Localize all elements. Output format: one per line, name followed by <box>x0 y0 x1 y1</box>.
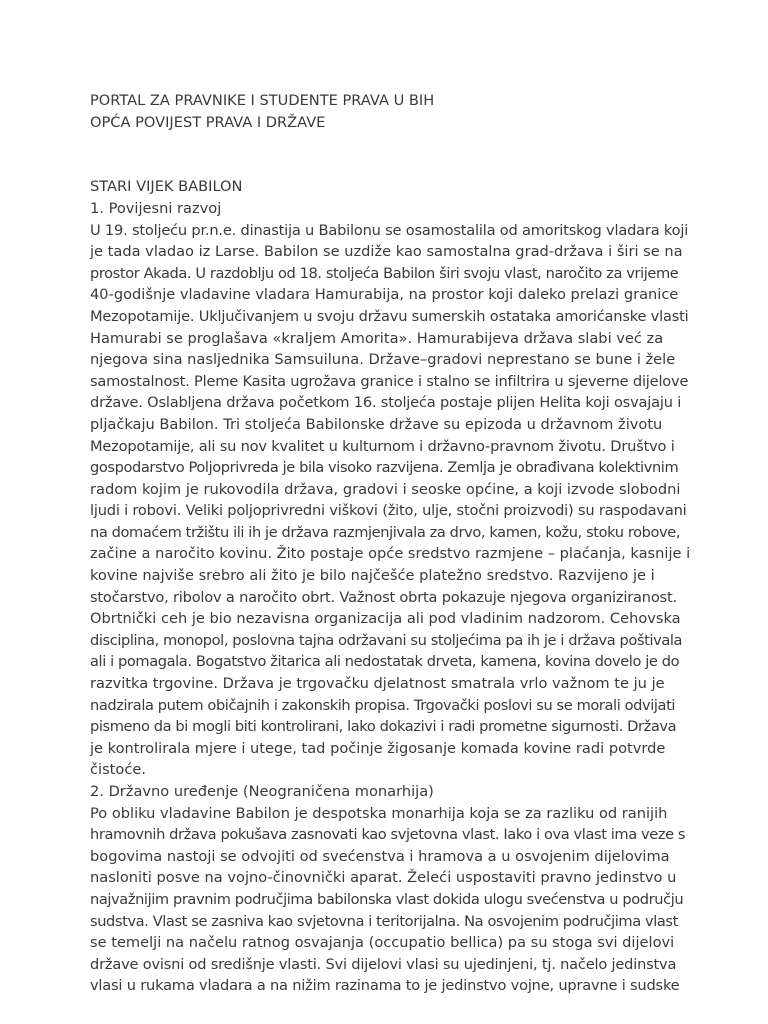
document-page <box>90 90 690 997</box>
paragraph-line: 40-godišnje vladavine vladara Hamurabija, na prostor koji daleko prelazi granice <box>90 286 679 304</box>
paragraph-line: hramovnih država pokušava zasnovati kao svjetovna vlast. Iako i ova vlast ima veze s <box>90 826 686 844</box>
paragraph-line: nasloniti posve na vojno-činovnički aparat. Želeći uspostaviti pravno jedinstvo u <box>90 869 677 887</box>
section-title: STARI VIJEK BABILON <box>90 178 243 196</box>
paragraph-line: vlasi u rukama vladara a na nižim razinama to je jedinstvo vojne, upravne i sudske <box>90 977 680 995</box>
paragraph-line: disciplina, monopol, poslovna tajna održavani su stoljećima pa ih je i država poštivala <box>90 631 683 649</box>
paragraph-line: Mezopotamije. Uključivanjem u svoju državu sumerskih ostataka amorićanske vlasti <box>90 307 689 325</box>
paragraph-line: čistoće. <box>90 761 146 779</box>
paragraph-line: države. Oslabljena država početkom 16. stoljeća postaje plijen Helita koji osvajaju i <box>90 394 682 412</box>
paragraph-line: Mezopotamije, ali su nov kvalitet u kulturnom i državno-pravnom životu. Društvo i <box>90 437 675 455</box>
spacer <box>90 133 690 176</box>
paragraph-line: U 19. stoljeću pr.n.e. dinastija u Babilonu se osamostalila od amoritskog vladara koji <box>90 221 689 239</box>
paragraph-line: pismeno da bi mogli biti kontrolirani, lako dokazivi i radi prometne sigurnosti. Država <box>90 718 677 736</box>
header-line-2: OPĆA POVIJEST PRAVA I DRŽAVE <box>90 113 326 131</box>
paragraph-line: je tada vladao iz Larse. Babilon se uzdiže kao samostalna grad-država i širi se na <box>90 243 683 261</box>
paragraph-line: Obrtnički ceh je bio nezavisna organizacija ali pod vladinim nadzorom. Cehovska <box>90 610 681 628</box>
paragraph-line: njegova sina nasljednika Samsuiluna. Države–gradovi neprestano se bune i žele <box>90 351 676 369</box>
paragraph-line: radom kojim je rukovodila država, gradovi i seoske općine, a koji izvode slobodni <box>90 480 681 498</box>
paragraph-line: prostor Akada. U razdoblju od 18. stoljeća Babilon širi svoju vlast, naročito za vrijeme <box>90 264 679 282</box>
paragraph-line: države ovisni od središnje vlasti. Svi dijelovi vlasi su ujedinjeni, tj. načelo jedinstva <box>90 955 677 973</box>
paragraph-line: začine a naročito kovinu. Žito postaje opće sredstvo razmjene – plaćanja, kasnije i <box>90 545 691 563</box>
paragraph-line: na domaćem tržištu ili ih je država razmjenjivala za drvo, kamen, kožu, stoku robove, <box>90 523 681 541</box>
paragraph-line: sudstva. Vlast se zasniva kao svjetovna i teritorijalna. Na osvojenim područjima vlast <box>90 912 678 930</box>
paragraph-line: je kontrolirala mjere i utege, tad počinje žigosanje komada kovine radi potvrde <box>90 739 666 757</box>
subsection-heading-1: 1. Povijesni razvoj <box>90 199 222 217</box>
paragraph-line: kovine najviše srebro ali žito je bilo najčešće platežno sredstvo. Razvijeno je i <box>90 567 655 585</box>
paragraph-line: se temelji na načelu ratnog osvajanja (occupatio bellica) pa su stoga svi dijelovi <box>90 934 675 952</box>
paragraph-line: stočarstvo, ribolov a naročito obrt. Važnost obrta pokazuje njegova organiziranost. <box>90 588 677 606</box>
paragraph-line: gospodarstvo Poljoprivreda je bila visoko razvijena. Zemlja je obrađivana kolektivnim <box>90 459 679 477</box>
paragraph-line: nadzirala putem običajnih i zakonskih propisa. Trgovački poslovi su se morali odvijati <box>90 696 676 714</box>
paragraph-line: pljačkaju Babilon. Tri stoljeća Babilonske države su epizoda u državnom životu <box>90 415 663 433</box>
subsection-1-body <box>90 220 690 781</box>
paragraph-line: najvažnijim pravnim područjima babilonska vlast dokida ulogu svećenstva u području <box>90 890 684 908</box>
subsection-heading-2: 2. Državno uređenje (Neograničena monarhija) <box>90 783 434 800</box>
paragraph-line: ljudi i robovi. Veliki poljoprivredni viškovi (žito, ulje, stočni proizvodi) su raspodavani <box>90 502 687 520</box>
subsection-2-body <box>90 803 690 997</box>
paragraph-line: ali i pomagala. Bogatstvo žitarica ali nedostatak drveta, kamena, kovina dovelo je do <box>90 653 680 671</box>
paragraph-line: samostalnost. Pleme Kasita ugrožava granice i stalno se infiltrira u sjeverne dijelove <box>90 372 689 390</box>
paragraph-line: Hamurabi se proglašava «kraljem Amorita». Hamurabijeva država slabi već za <box>90 329 664 347</box>
paragraph-line: bogovima nastoji se odvojiti od svećenstva i hramova a u osvojenim dijelovima <box>90 847 670 865</box>
header-line-1: PORTAL ZA PRAVNIKE I STUDENTE PRAVA U BIH <box>90 92 435 109</box>
paragraph-line: razvitka trgovine. Država je trgovačku djelatnost smatrala vrlo važnom te ju je <box>90 675 665 693</box>
paragraph-line: Po obliku vladavine Babilon je despotska monarhija koja se za razliku od ranijih <box>90 804 668 822</box>
